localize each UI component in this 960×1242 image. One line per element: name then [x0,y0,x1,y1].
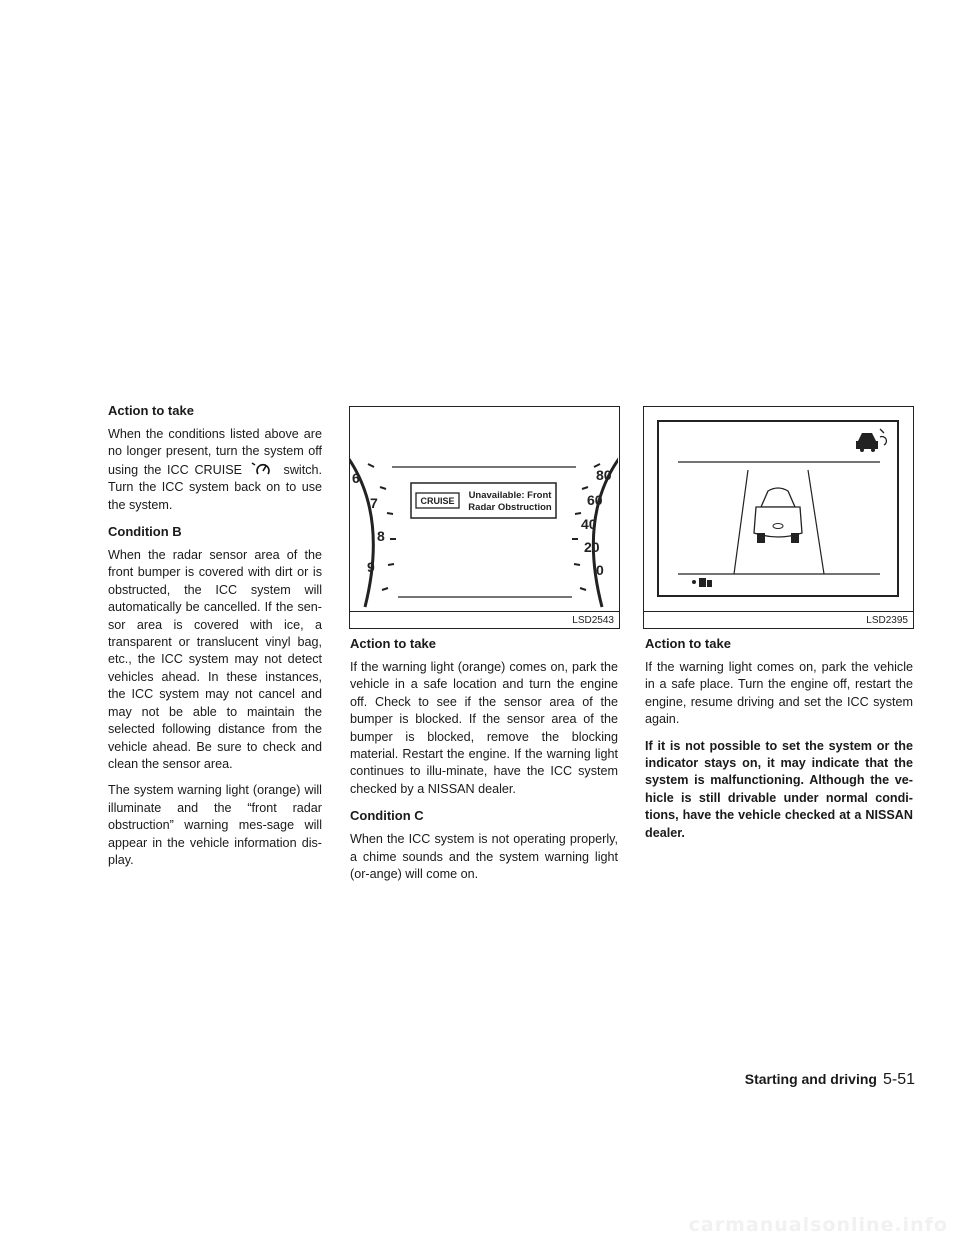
right-tick-label: 0 [596,562,604,578]
icc-cruise-icon [248,461,278,477]
right-tick-label: 40 [581,516,597,532]
left-tick-label: 8 [377,528,385,544]
section-title: Starting and driving [744,1071,877,1087]
heading-action-to-take: Action to take [350,636,436,651]
cruise-badge: CRUISE [420,496,455,506]
message-line-1: Unavailable: Front [468,490,552,501]
paragraph-warning-light: The system warning light (orange) will illuminate and the “front radar obstruction” warning mes-sage will appear in the vehicle information dis-play. [108,783,322,867]
heading-action-to-take: Action to take [108,403,194,418]
paragraph-restart: If the warning light comes on, park the vehicle in a safe place. Turn the engine off, restart the engine, resume driving and set the ICC system again. [645,660,913,727]
right-tick-label: 60 [587,492,603,508]
heading-condition-b: Condition B [108,524,182,540]
radar-sensor-icon [692,578,712,587]
left-tick-label: 9 [367,559,375,575]
figure-code: LSD2395 [866,615,908,626]
paragraph-park-vehicle: If the warning light (orange) comes on, park the vehicle in a safe location and turn the engine off. Check to see if the sensor area of the bumper is blocked. If the sensor area of the bumper is blocked, remove the blocking material. Restart the engine. If the warning light continues to illu-minate, have the ICC system checked by a NISSAN dealer. [350,660,618,796]
text-column-1 [108,402,322,878]
left-tick-label: 7 [370,495,378,511]
meter-illustration [350,407,618,611]
paragraph-turn-off: When the conditions listed above are no longer present, turn the system off using the ICC CRUISE switch. Turn the ICC system back on to use the system. [108,427,323,512]
paragraph-condition-c: When the ICC system is not operating properly, a chime sounds and the system warning light (or-ange) will come on. [350,832,618,882]
text-column-2 [350,635,618,892]
figure-meter-display [349,406,620,629]
heading-condition-c: Condition C [350,808,424,824]
figure-vehicle-display [643,406,914,629]
icc-warning-icon [856,429,886,452]
page-number: 5-51 [882,1071,915,1088]
vehicle-ahead-icon [754,488,802,543]
message-line-2: Radar Obstruction [468,502,552,513]
paragraph-malfunction-warning: If it is not possible to set the system or the indicator stays on, it may indicate that the system is malfunctioning. Although the ve-hicle is still drivable under normal condi-tions, have the vehicle checked at a NISSAN dealer. [645,738,913,840]
paragraph-condition-b: When the radar sensor area of the front bumper is covered with dirt or is obstructed, the ICC system will automatically be cancelled. If the sen-sor area is covered with ice, a transparent or translucent vinyl bag, etc., the ICC system may not detect vehicles ahead. In these instances, the ICC system may not cancel and may not be able to maintain the selected following distance from the vehicle ahead. Be sure to check and clean the sensor area. [108,548,322,771]
right-tick-label: 20 [584,539,600,555]
page-footer [745,1071,915,1089]
watermark: carmanualsonline.info [0,1207,960,1242]
figure-code: LSD2543 [572,615,614,626]
left-tick-label: 6 [352,470,360,486]
text-column-3 [645,635,913,851]
heading-action-to-take: Action to take [645,636,731,651]
vehicle-display-illustration [644,407,912,611]
right-tick-label: 80 [596,467,612,483]
